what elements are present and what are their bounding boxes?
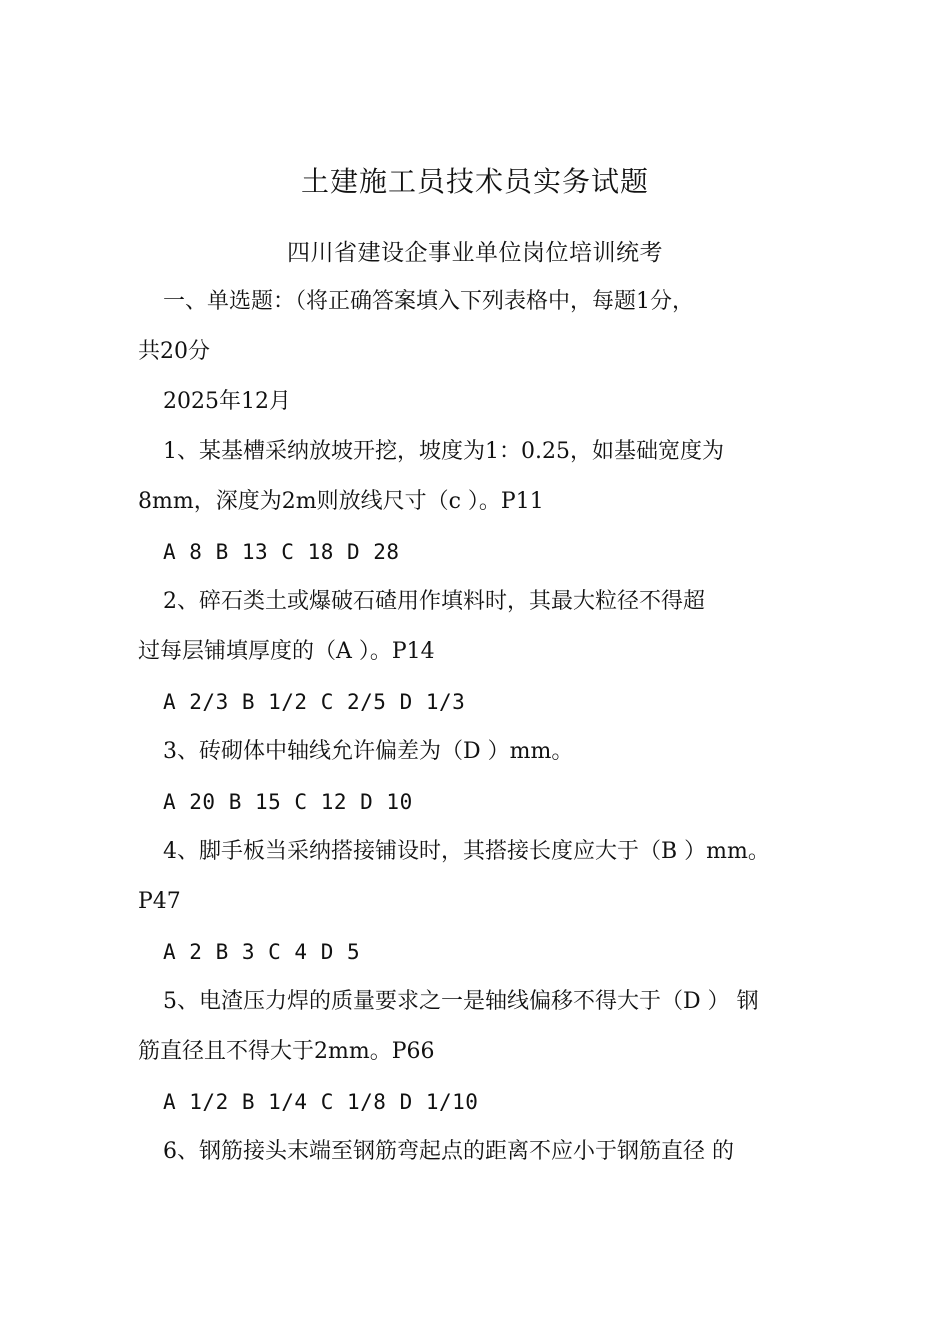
question-3: 3、砖砌体中轴线允许偏差为（D ）mm。 [163, 739, 574, 764]
question-5: 5、电渣压力焊的质量要求之一是轴线偏移不得大于（D ） 钢 [163, 989, 759, 1014]
question-4-options: A 2 B 3 C 4 D 5 [163, 940, 361, 964]
question-1-options: A 8 B 13 C 18 D 28 [163, 540, 400, 564]
question-3-options: A 20 B 15 C 12 D 10 [163, 790, 413, 814]
question-5-cont: 筋直径且不得大于2mm。P66 [138, 1039, 435, 1064]
question-6: 6、钢筋接头末端至钢筋弯起点的距离不应小于钢筋直径 的 [163, 1139, 734, 1164]
question-2-options: A 2/3 B 1/2 C 2/5 D 1/3 [163, 690, 466, 714]
section-heading-cont: 共20分 [138, 339, 210, 364]
question-2: 2、碎石类土或爆破石碴用作填料时，其最大粒径不得超 [163, 589, 705, 614]
section-heading: 一、单选题：（将正确答案填入下列表格中，每题1分， [163, 289, 694, 314]
question-4-cont: P47 [138, 889, 181, 914]
question-1-cont: 8mm，深度为2m则放线尺寸（c ）。P11 [138, 489, 544, 514]
question-5-options: A 1/2 B 1/4 C 1/8 D 1/10 [163, 1090, 479, 1114]
question-4: 4、脚手板当采纳搭接铺设时，其搭接长度应大于（B ）mm。 [163, 839, 770, 864]
question-2-cont: 过每层铺填厚度的（A ）。P14 [138, 639, 435, 664]
document-title: 土建施工员技术员实务试题 [300, 165, 649, 198]
question-1: 1、某基槽采纳放坡开挖，坡度为1：0.25，如基础宽度为 [163, 439, 724, 464]
document-subtitle: 四川省建设企事业单位岗位培训统考 [287, 240, 663, 266]
date-line: 2025年12月 [163, 389, 291, 414]
